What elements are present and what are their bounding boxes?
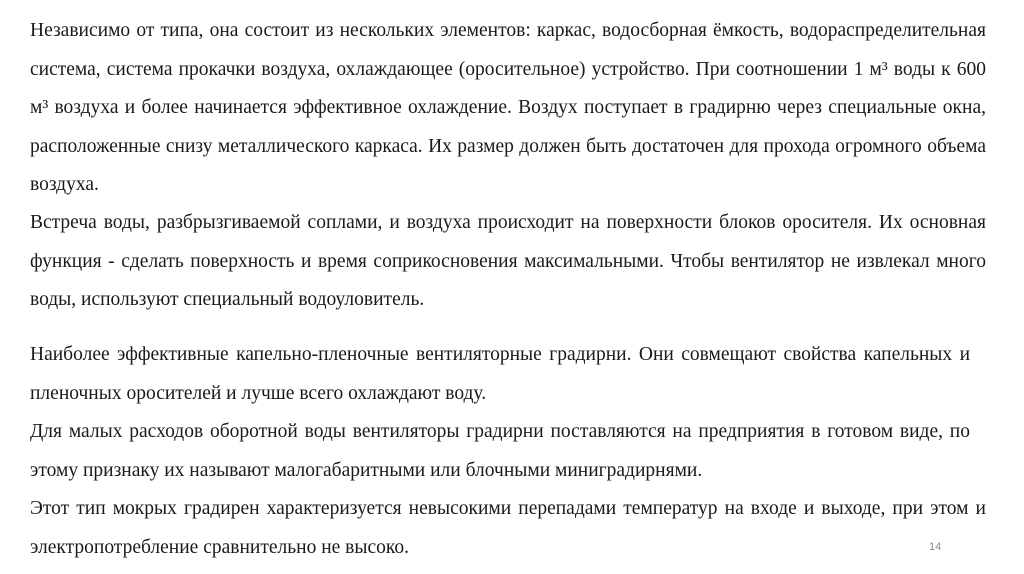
paragraph-mini-towers: Для малых расходов оборотной воды вентиляторы градирни поставляются на предприятия в готовом виде, по этому признаку их называют малогабаритными или блочными миниградирнями.	[30, 421, 970, 481]
page-number: 14	[929, 541, 942, 553]
paragraph-wet-towers: Этот тип мокрых градирен характеризуется невысокими перепадами температур на входе и выходе, при этом и электропотребление сравнительно не высоко.	[30, 498, 986, 558]
paragraph-sprinkler-blocks: Встреча воды, разбрызгиваемой соплами, и воздуха происходит на поверхности блоков оросителя. Их основная функция - сделать поверхность и время соприкосновения максимальными. Чтобы вентилятор не извлекал много воды, используют специальный водоуловитель.	[30, 212, 986, 310]
paragraph-cooling-tower-elements: Независимо от типа, она состоит из нескольких элементов: каркас, водосборная ёмкость, водораспределительная система, система прокачки воздуха, охлаждающее (оросительное) устройство. При соотношении 1 м³ воды к 600 м³ воздуха и более начинается эффективное охлаждение. Воздух поступает в градирню через специальные окна, расположенные снизу металлического каркаса. Их размер должен быть достаточен для прохода огромного объема воздуха.	[30, 20, 986, 195]
paragraph-drip-film-towers: Наиболее эффективные капельно-пленочные вентиляторные градирни. Они совмещают свойства капельных и пленочных оросителей и лучше всего охлаждают воду.	[30, 344, 970, 404]
